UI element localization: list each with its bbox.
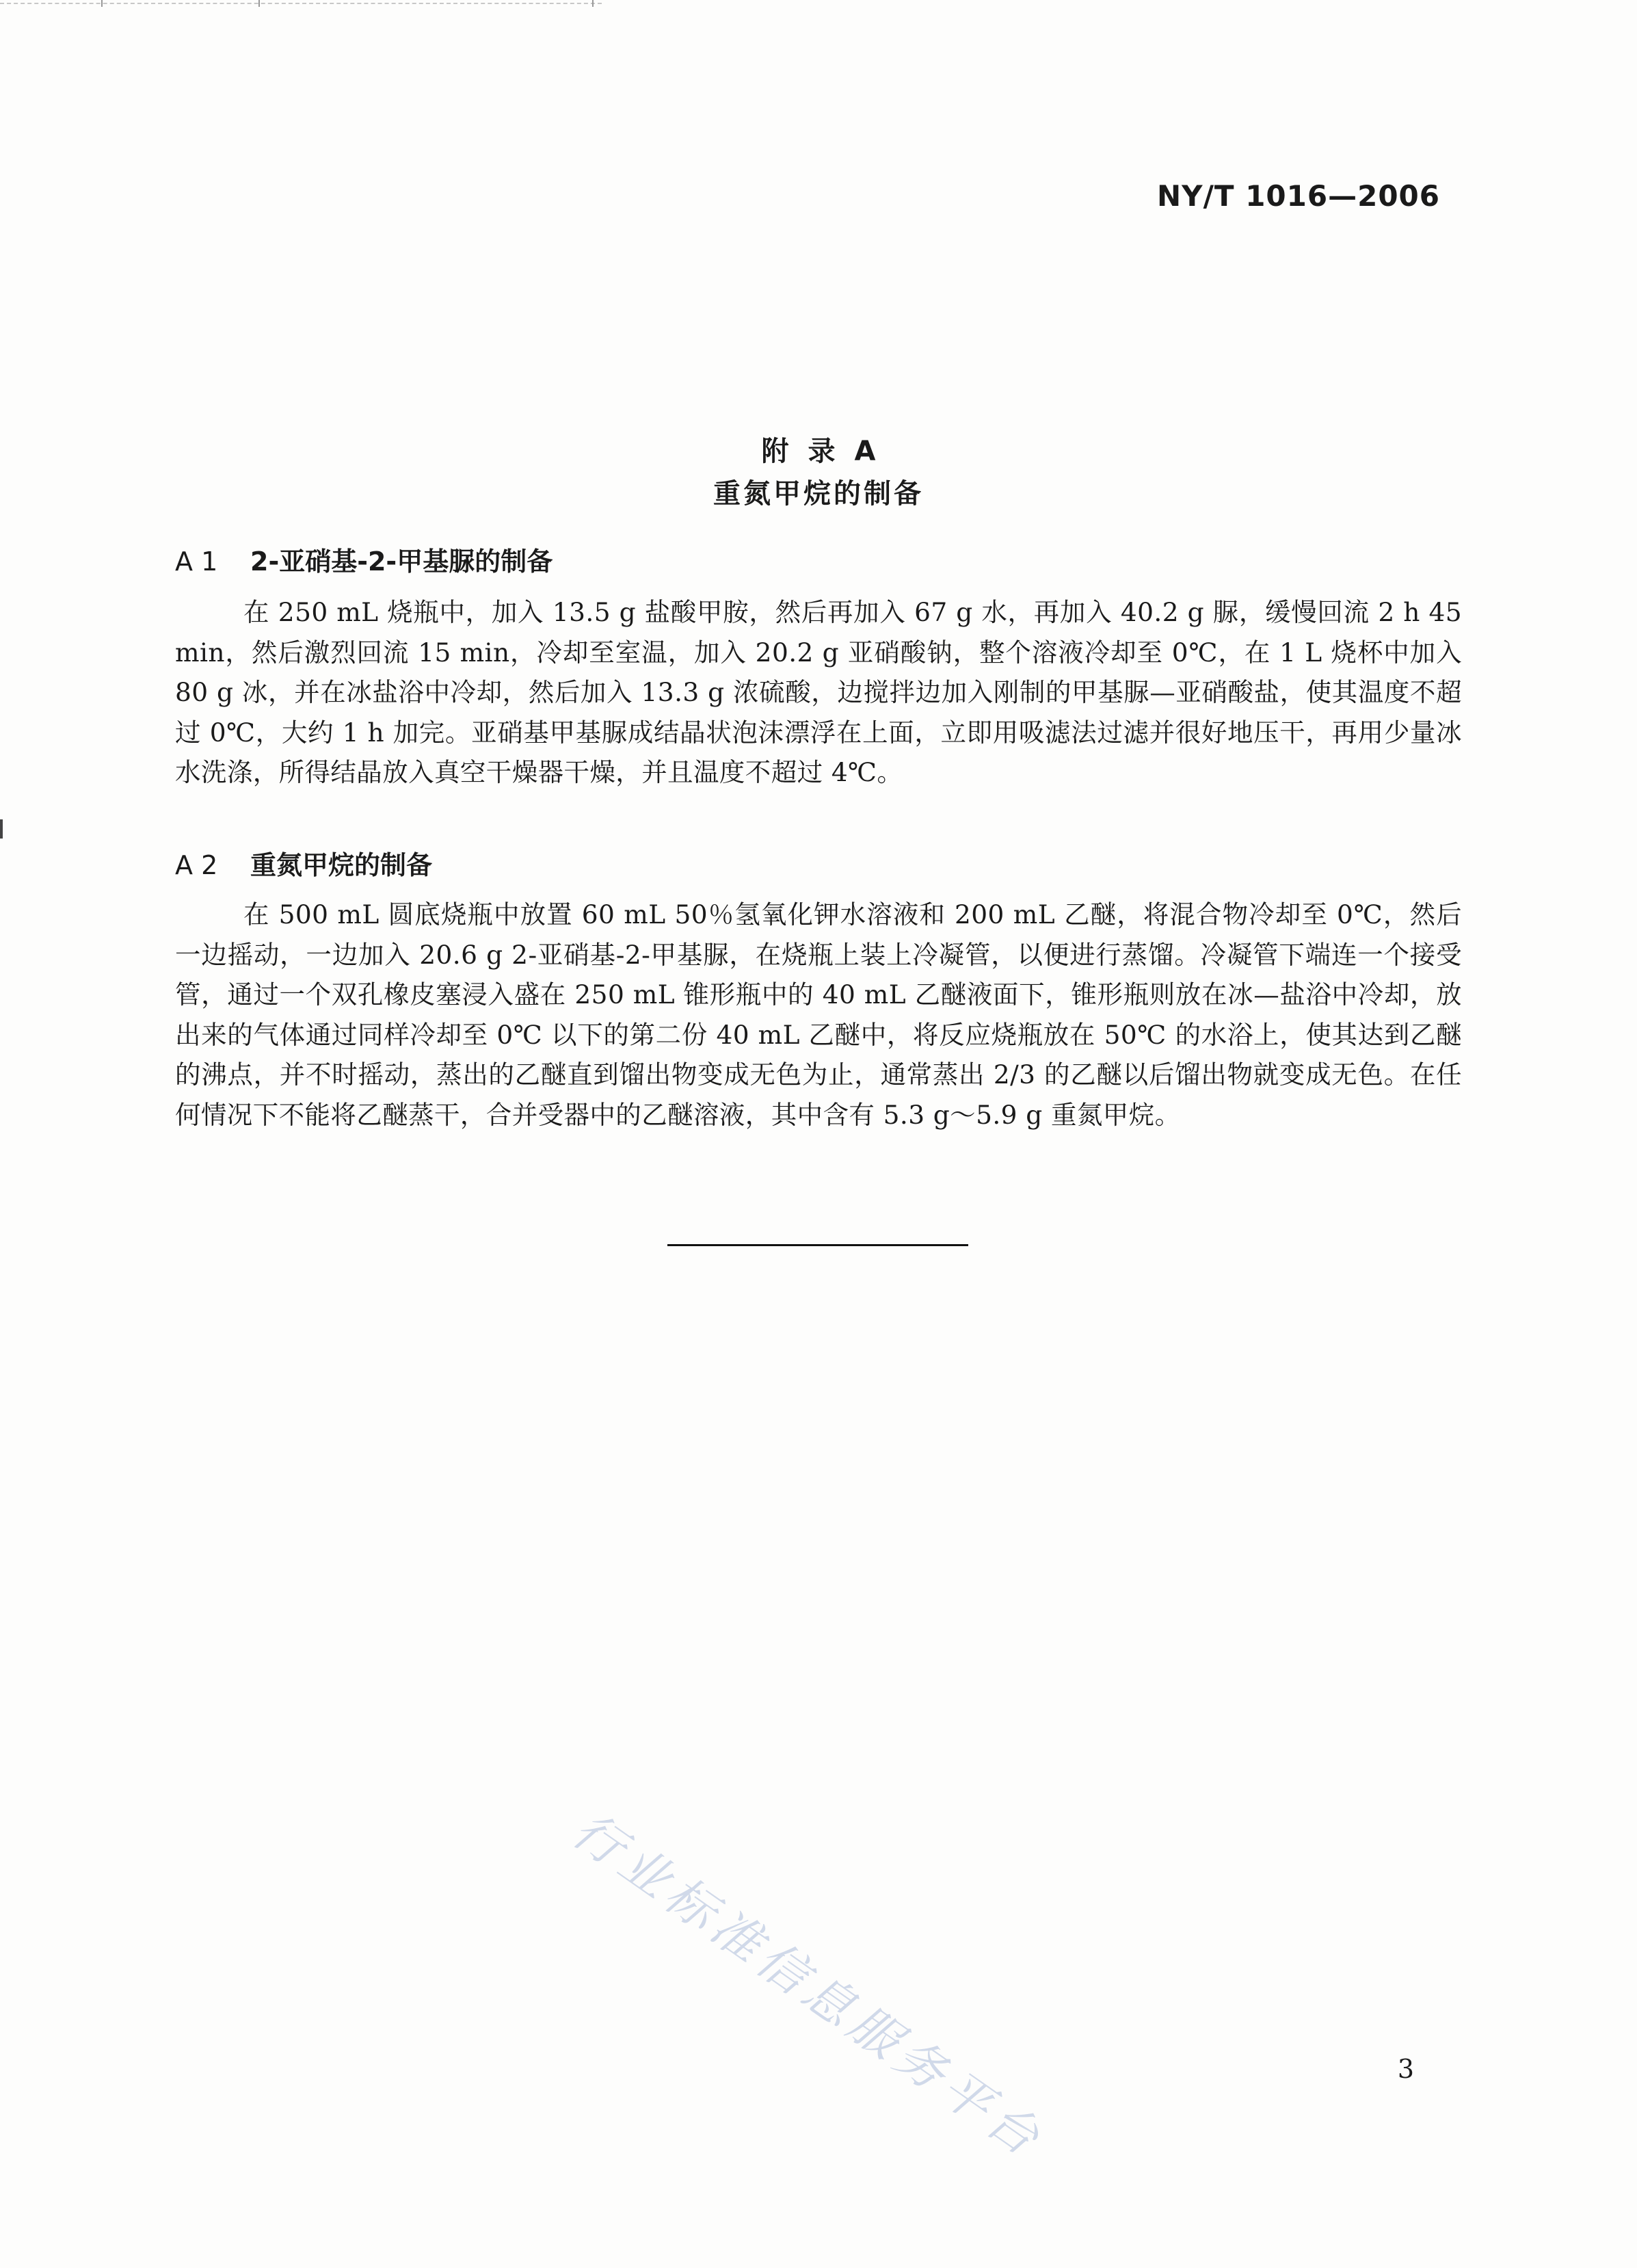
end-rule	[667, 1244, 968, 1246]
section-title: 2-亚硝基-2-甲基脲的制备	[250, 546, 553, 577]
section-heading	[175, 844, 432, 882]
page-number: 3	[1397, 2054, 1414, 2084]
appendix-title: 重氮甲烷的制备	[713, 478, 924, 510]
scan-artifact-tick	[258, 0, 260, 7]
section-body: 在 250 mL 烧瓶中，加入 13.5 g 盐酸甲胺，然后再加入 67 g 水，再加入 40.2 g 脲，缓慢回流 2 h 45 min，然后激烈回流 15 min，冷却至室温，加入 20.2 g 亚硝酸钠，整个溶液冷却至 0℃，在 1 L 烧杯中加入 80 g 冰，并在冰盐浴中冷却，然后加入 13.3 g 浓硫酸，边搅拌边加入刚制的甲基脲—亚硝酸盐，使其温度不超过 0℃，大约 1 h 加完。亚硝基甲基脲成结晶状泡沫漂浮在上面，立即用吸滤法过滤并很好地压干，再用少量冰水洗涤，所得结晶放入真空干燥器干燥，并且温度不超过 4℃。	[175, 597, 1462, 787]
section-body: 在 500 mL 圆底烧瓶中放置 60 mL 50％氢氧化钾水溶液和 200 mL 乙醚，将混合物冷却至 0℃，然后一边摇动，一边加入 20.6 g 2-亚硝基-2-甲基脲，在烧瓶上装上冷凝管，以便进行蒸馏。冷凝管下端连一个接受管，通过一个双孔橡皮塞浸入盛在 250 mL 锥形瓶中的 40 mL 乙醚液面下，锥形瓶则放在冰—盐浴中冷却，放出来的气体通过同样冷却至 0℃ 以下的第二份 40 mL 乙醚中，将反应烧瓶放在 50℃ 的水浴上，使其达到乙醚的沸点，并不时摇动，蒸出的乙醚直到馏出物变成无色为止，通常蒸出 2/3 的乙醚以后馏出物就变成无色。在任何情况下不能将乙醚蒸干，合并受器中的乙醚溶液，其中含有 5.3 g～5.9 g 重氮甲烷。	[175, 899, 1462, 1130]
appendix-label: 附录A	[761, 436, 895, 467]
scan-artifact-line	[0, 3, 602, 5]
scan-margin-mark	[0, 819, 3, 839]
watermark: 行业标准信息服务平台	[562, 1801, 1055, 2170]
section-number: A 1	[175, 546, 218, 577]
scan-artifact-tick	[592, 0, 594, 7]
standard-code: NY/T 1016—2006	[1157, 179, 1440, 213]
section-number: A 2	[175, 850, 218, 880]
section-title: 重氮甲烷的制备	[250, 850, 433, 880]
scan-artifact-tick	[101, 0, 103, 7]
section-heading	[175, 540, 553, 578]
